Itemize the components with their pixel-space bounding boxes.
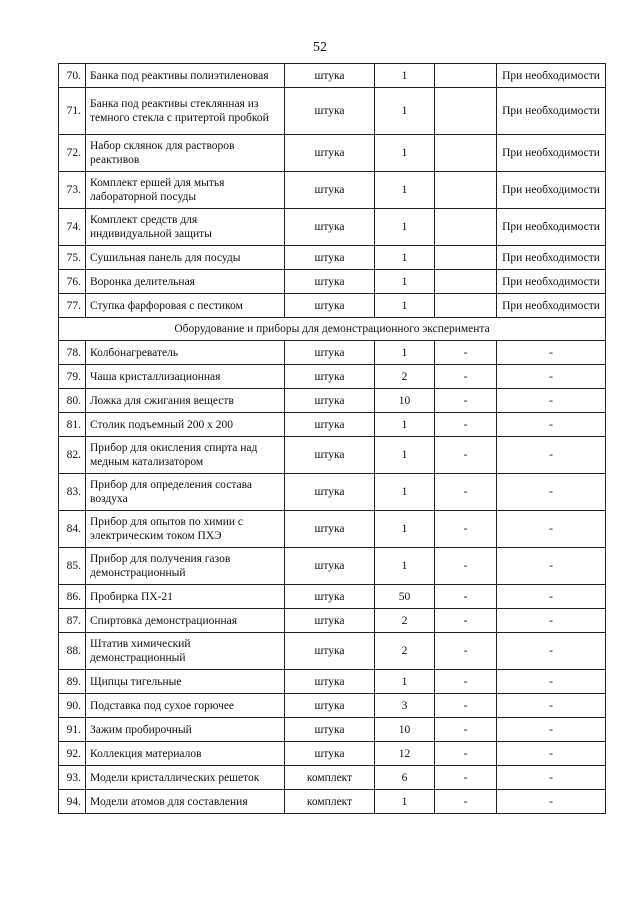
table-row [59, 413, 606, 437]
table-row [59, 209, 606, 246]
table-row [59, 437, 606, 474]
item-column-5 [435, 88, 497, 135]
item-unit: штука [285, 609, 375, 633]
item-unit: штука [285, 511, 375, 548]
item-quantity: 1 [375, 437, 435, 474]
item-number: 70. [59, 64, 86, 88]
item-column-5: - [435, 389, 497, 413]
item-column-5: - [435, 548, 497, 585]
item-quantity: 1 [375, 294, 435, 318]
item-name: Ложка для сжигания веществ [86, 389, 285, 413]
item-note: При необходимости [497, 270, 606, 294]
item-number: 81. [59, 413, 86, 437]
item-quantity: 10 [375, 718, 435, 742]
item-unit: штука [285, 294, 375, 318]
item-number: 80. [59, 389, 86, 413]
item-unit: штука [285, 413, 375, 437]
item-number: 92. [59, 742, 86, 766]
table-row [59, 718, 606, 742]
item-note: - [497, 609, 606, 633]
item-column-5: - [435, 437, 497, 474]
item-quantity: 1 [375, 135, 435, 172]
item-note: При необходимости [497, 172, 606, 209]
item-quantity: 1 [375, 790, 435, 814]
item-name: Прибор для определения состава воздуха [86, 474, 285, 511]
item-number: 86. [59, 585, 86, 609]
table-row [59, 365, 606, 389]
item-quantity: 1 [375, 270, 435, 294]
item-name: Пробирка ПХ-21 [86, 585, 285, 609]
item-name: Воронка делительная [86, 270, 285, 294]
item-number: 72. [59, 135, 86, 172]
item-number: 91. [59, 718, 86, 742]
item-unit: штука [285, 88, 375, 135]
item-column-5 [435, 135, 497, 172]
item-number: 71. [59, 88, 86, 135]
table-row [59, 294, 606, 318]
item-note: При необходимости [497, 135, 606, 172]
item-note: - [497, 718, 606, 742]
item-number: 94. [59, 790, 86, 814]
item-quantity: 1 [375, 88, 435, 135]
item-column-5: - [435, 718, 497, 742]
item-column-5: - [435, 633, 497, 670]
equipment-table-body [59, 64, 606, 814]
item-quantity: 2 [375, 609, 435, 633]
item-quantity: 1 [375, 670, 435, 694]
item-column-5 [435, 246, 497, 270]
item-note: - [497, 548, 606, 585]
table-row [59, 474, 606, 511]
item-unit: штука [285, 64, 375, 88]
item-quantity: 12 [375, 742, 435, 766]
item-name: Прибор для получения газов демонстрационный [86, 548, 285, 585]
item-quantity: 50 [375, 585, 435, 609]
item-name: Комплект ершей для мытья лабораторной посуды [86, 172, 285, 209]
item-column-5: - [435, 585, 497, 609]
item-column-5 [435, 294, 497, 318]
item-quantity: 1 [375, 474, 435, 511]
item-quantity: 1 [375, 209, 435, 246]
table-row [59, 548, 606, 585]
item-note: - [497, 413, 606, 437]
table-row [59, 694, 606, 718]
item-unit: комплект [285, 766, 375, 790]
item-column-5: - [435, 766, 497, 790]
item-note: - [497, 742, 606, 766]
item-number: 76. [59, 270, 86, 294]
item-name: Банка под реактивы полиэтиленовая [86, 64, 285, 88]
item-column-5: - [435, 609, 497, 633]
table-row [59, 609, 606, 633]
item-name: Прибор для окисления спирта над медным катализатором [86, 437, 285, 474]
item-unit: штука [285, 437, 375, 474]
item-column-5: - [435, 341, 497, 365]
item-quantity: 6 [375, 766, 435, 790]
item-note: При необходимости [497, 294, 606, 318]
table-row [59, 135, 606, 172]
table-row [59, 633, 606, 670]
item-note: - [497, 365, 606, 389]
table-row [59, 88, 606, 135]
item-note: - [497, 633, 606, 670]
table-row [59, 742, 606, 766]
item-quantity: 1 [375, 64, 435, 88]
item-note: - [497, 437, 606, 474]
item-number: 78. [59, 341, 86, 365]
item-note: - [497, 511, 606, 548]
item-column-5: - [435, 694, 497, 718]
item-name: Коллекция материалов [86, 742, 285, 766]
item-note: - [497, 694, 606, 718]
item-note: При необходимости [497, 209, 606, 246]
item-name: Подставка под сухое горючее [86, 694, 285, 718]
item-column-5: - [435, 511, 497, 548]
item-column-5: - [435, 670, 497, 694]
item-number: 93. [59, 766, 86, 790]
item-unit: штука [285, 172, 375, 209]
item-column-5: - [435, 790, 497, 814]
item-quantity: 10 [375, 389, 435, 413]
item-number: 82. [59, 437, 86, 474]
item-note: - [497, 474, 606, 511]
section-title: Оборудование и приборы для демонстрационного эксперимента [59, 318, 606, 341]
table-row [59, 790, 606, 814]
item-name: Модели кристаллических решеток [86, 766, 285, 790]
item-name: Щипцы тигельные [86, 670, 285, 694]
item-unit: штука [285, 742, 375, 766]
item-unit: штука [285, 585, 375, 609]
table-row [59, 246, 606, 270]
item-column-5: - [435, 365, 497, 389]
item-note: При необходимости [497, 246, 606, 270]
item-number: 75. [59, 246, 86, 270]
item-column-5 [435, 270, 497, 294]
item-number: 89. [59, 670, 86, 694]
item-unit: штука [285, 341, 375, 365]
item-number: 83. [59, 474, 86, 511]
item-name: Ступка фарфоровая с пестиком [86, 294, 285, 318]
item-quantity: 1 [375, 548, 435, 585]
item-number: 85. [59, 548, 86, 585]
item-quantity: 1 [375, 341, 435, 365]
item-name: Банка под реактивы стеклянная из темного стекла с притертой пробкой [86, 88, 285, 135]
table-row [59, 670, 606, 694]
item-note: - [497, 341, 606, 365]
table-row [59, 64, 606, 88]
item-unit: штука [285, 135, 375, 172]
item-name: Комплект средств для индивидуальной защиты [86, 209, 285, 246]
table-row [59, 766, 606, 790]
table-row [59, 172, 606, 209]
item-unit: штука [285, 270, 375, 294]
table-row [59, 341, 606, 365]
item-name: Чаша кристаллизационная [86, 365, 285, 389]
item-column-5: - [435, 474, 497, 511]
item-name: Колбонагреватель [86, 341, 285, 365]
item-column-5 [435, 172, 497, 209]
item-number: 90. [59, 694, 86, 718]
item-unit: штука [285, 718, 375, 742]
table-row [59, 511, 606, 548]
item-unit: штука [285, 389, 375, 413]
item-number: 87. [59, 609, 86, 633]
page-number: 52 [313, 40, 327, 55]
item-column-5: - [435, 742, 497, 766]
equipment-table [58, 63, 606, 814]
item-unit: комплект [285, 790, 375, 814]
item-unit: штука [285, 670, 375, 694]
item-name: Набор склянок для растворов реактивов [86, 135, 285, 172]
item-name: Штатив химический демонстрационный [86, 633, 285, 670]
item-quantity: 1 [375, 511, 435, 548]
item-number: 84. [59, 511, 86, 548]
item-note: - [497, 766, 606, 790]
item-name: Сушильная панель для посуды [86, 246, 285, 270]
item-quantity: 2 [375, 633, 435, 670]
table-row [59, 389, 606, 413]
item-quantity: 1 [375, 413, 435, 437]
item-quantity: 1 [375, 246, 435, 270]
item-unit: штука [285, 694, 375, 718]
item-note: При необходимости [497, 88, 606, 135]
item-number: 73. [59, 172, 86, 209]
item-number: 74. [59, 209, 86, 246]
item-note: При необходимости [497, 64, 606, 88]
item-note: - [497, 790, 606, 814]
item-quantity: 2 [375, 365, 435, 389]
item-column-5: - [435, 413, 497, 437]
item-quantity: 3 [375, 694, 435, 718]
item-name: Спиртовка демонстрационная [86, 609, 285, 633]
item-unit: штука [285, 365, 375, 389]
item-note: - [497, 585, 606, 609]
item-name: Прибор для опытов по химии с электрическим током ПХЭ [86, 511, 285, 548]
section-header-row [59, 318, 606, 341]
item-unit: штука [285, 209, 375, 246]
item-note: - [497, 670, 606, 694]
item-number: 88. [59, 633, 86, 670]
item-column-5 [435, 209, 497, 246]
item-unit: штука [285, 246, 375, 270]
item-unit: штука [285, 633, 375, 670]
item-note: - [497, 389, 606, 413]
item-name: Зажим пробирочный [86, 718, 285, 742]
item-column-5 [435, 64, 497, 88]
item-quantity: 1 [375, 172, 435, 209]
item-name: Столик подъемный 200 х 200 [86, 413, 285, 437]
item-unit: штука [285, 474, 375, 511]
item-name: Модели атомов для составления [86, 790, 285, 814]
item-number: 79. [59, 365, 86, 389]
table-row [59, 270, 606, 294]
item-number: 77. [59, 294, 86, 318]
table-row [59, 585, 606, 609]
item-unit: штука [285, 548, 375, 585]
